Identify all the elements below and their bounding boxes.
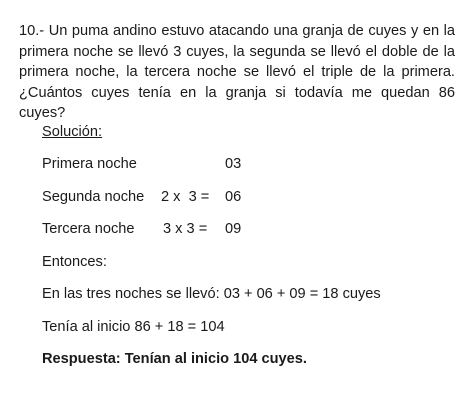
sum-statement: En las tres noches se llevó: 03 + 06 + 09 = 18 cuyes	[42, 286, 381, 302]
problem-statement: 10.- Un puma andino estuvo atacando una granja de cuyes y en la primera noche se llevó 3 cuyes, la segunda se llevó el doble de la primera noche, la tercera noche se llevó el triple de la primera. ¿Cuántos cuyes tenía en la granja si todavía me quedan 86 cuyes?	[19, 23, 455, 122]
answer-statement: Respuesta: Tenían al inicio 104 cuyes.	[42, 351, 307, 367]
row-second-night-value: 06	[225, 189, 242, 205]
row-third-night-operation: 3 x 3 =	[163, 221, 208, 237]
then-label: Entonces:	[42, 254, 107, 270]
row-second-night-operation: 2 x 3 =	[161, 189, 210, 205]
solution-title: Solución:	[42, 124, 103, 140]
row-second-night-label: Segunda noche	[42, 189, 145, 205]
row-third-night-value: 09	[225, 221, 242, 237]
row-third-night-label: Tercera noche	[42, 221, 135, 237]
row-first-night-value: 03	[225, 156, 242, 172]
initial-count-statement: Tenía al inicio 86 + 18 = 104	[42, 319, 225, 335]
row-first-night-label: Primera noche	[42, 156, 137, 172]
